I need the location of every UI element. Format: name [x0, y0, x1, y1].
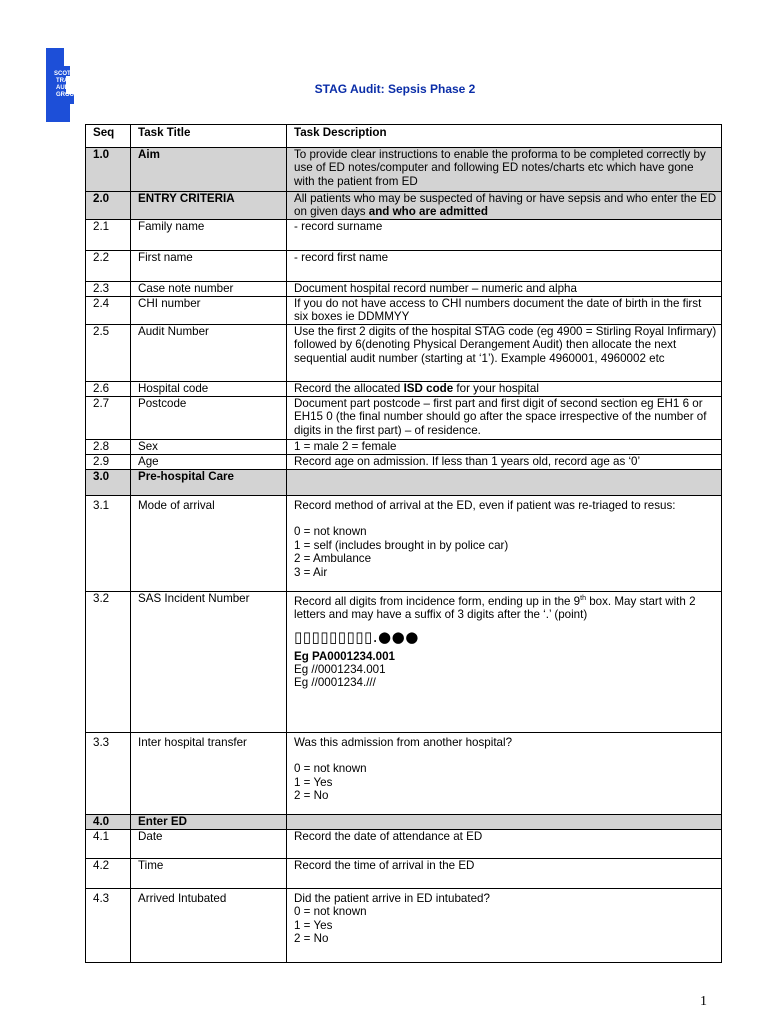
desc-text: Was this admission from another hospital?	[294, 736, 513, 749]
row-description	[287, 192, 722, 220]
row-seq: 4.1	[86, 830, 131, 859]
row-title: SAS Incident Number	[131, 592, 287, 733]
row-title: Audit Number	[131, 325, 287, 382]
row-description	[287, 382, 722, 397]
row-description	[287, 592, 722, 733]
row-title: Hospital code	[131, 382, 287, 397]
row-seq: 2.6	[86, 382, 131, 397]
row-title: Pre-hospital Care	[131, 470, 287, 496]
table-row	[86, 282, 722, 297]
row-seq: 2.2	[86, 251, 131, 282]
row-description: Record the time of arrival in the ED	[287, 859, 722, 889]
table-row	[86, 297, 722, 325]
row-title: Time	[131, 859, 287, 889]
row-title: Postcode	[131, 397, 287, 440]
table-row	[86, 251, 722, 282]
row-description	[287, 815, 722, 830]
logo-line-2: TRAUMA	[56, 78, 82, 84]
table-row	[86, 592, 722, 733]
table-row	[86, 455, 722, 470]
example-line: Eg //0001234.///	[294, 676, 376, 690]
table-row	[86, 325, 722, 382]
header-task-description: Task Description	[287, 125, 722, 148]
table-row	[86, 220, 722, 251]
row-seq: 1.0	[86, 148, 131, 192]
row-description: Use the first 2 digits of the hospital STAG code (eg 4900 = Stirling Royal Infirmary) followed by 6(denoting Physical Derangement Audit) then allocate the next sequential audit number (starting at ‘1’). Example 4960001, 4960002 etc	[287, 325, 722, 382]
desc-text: Did the patient arrive in ED intubated?	[294, 892, 490, 905]
desc-superscript: th	[580, 595, 586, 602]
row-seq: 4.2	[86, 859, 131, 889]
option-item: 2 = No	[294, 789, 329, 803]
row-description: Record the date of attendance at ED	[287, 830, 722, 859]
example-line: Eg //0001234.001	[294, 663, 386, 677]
row-seq: 2.3	[86, 282, 131, 297]
header-task-title: Task Title	[131, 125, 287, 148]
row-description	[287, 470, 722, 496]
table-row	[86, 382, 722, 397]
option-item: 0 = not known	[294, 762, 367, 776]
row-seq: 2.0	[86, 192, 131, 220]
desc-part: box. May start with 2 letters and may have a suffix of 3 digits after the ‘.’ (point)	[294, 594, 696, 622]
row-title: Aim	[131, 148, 287, 192]
row-seq: 3.1	[86, 496, 131, 592]
row-seq: 2.1	[86, 220, 131, 251]
desc-bold: and who are admitted	[368, 205, 488, 219]
desc-part: Record all digits from incidence form, ending up in the 9	[294, 594, 581, 608]
logo-line-3: AUDIT	[56, 85, 75, 91]
table-row	[86, 859, 722, 889]
option-item: 0 = not known	[294, 525, 367, 539]
page-number: 1	[700, 994, 707, 1009]
row-seq: 2.5	[86, 325, 131, 382]
row-title: ENTRY CRITERIA	[131, 192, 287, 220]
incident-number-boxes: ▯▯▯▯▯▯▯▯▯.●●●	[294, 627, 419, 646]
row-title: Case note number	[131, 282, 287, 297]
desc-text	[294, 592, 717, 622]
row-title: CHI number	[131, 297, 287, 325]
option-item: 0 = not known	[294, 905, 367, 919]
table-row	[86, 830, 722, 859]
table-row	[86, 397, 722, 440]
table-row	[86, 148, 722, 192]
row-description	[287, 496, 722, 592]
option-item: 1 = Yes	[294, 918, 333, 932]
option-item: 3 = Air	[294, 565, 328, 579]
option-item: 2 = Ambulance	[294, 552, 372, 566]
row-description	[287, 889, 722, 963]
row-title: Sex	[131, 440, 287, 455]
desc-text: Record method of arrival at the ED, even if patient was re-triaged to resus:	[294, 499, 676, 512]
table-row	[86, 192, 722, 220]
row-description	[287, 733, 722, 815]
header-seq: Seq	[86, 125, 131, 148]
desc-text: Record the allocated	[294, 382, 404, 395]
audit-table	[85, 124, 722, 963]
row-description: - record surname	[287, 220, 722, 251]
desc-text: All patients who may be suspected of having or have sepsis and who enter the ED on given days	[294, 192, 717, 219]
row-title: Arrived Intubated	[131, 889, 287, 963]
row-title: Inter hospital transfer	[131, 733, 287, 815]
row-seq: 3.2	[86, 592, 131, 733]
desc-bold: ISD code	[403, 382, 454, 395]
row-seq: 4.3	[86, 889, 131, 963]
row-seq: 4.0	[86, 815, 131, 830]
row-description: 1 = male 2 = female	[287, 440, 722, 455]
stag-logo	[44, 48, 86, 122]
row-seq: 2.4	[86, 297, 131, 325]
row-seq: 3.0	[86, 470, 131, 496]
document-title: STAG Audit: Sepsis Phase 2	[314, 82, 476, 96]
row-description: If you do not have access to CHI numbers document the date of birth in the first six boxes ie DDMMYY	[287, 297, 722, 325]
logo-line-1: SCOTTISH	[54, 71, 85, 77]
option-item: 1 = self (includes brought in by police car)	[294, 538, 509, 552]
row-title: Date	[131, 830, 287, 859]
table-row	[86, 496, 722, 592]
row-seq: 2.7	[86, 397, 131, 440]
row-seq: 2.8	[86, 440, 131, 455]
option-item: 1 = Yes	[294, 775, 333, 789]
row-description: Record age on admission. If less than 1 years old, record age as ‘0’	[287, 455, 722, 470]
row-title: First name	[131, 251, 287, 282]
row-seq: 3.3	[86, 733, 131, 815]
table-row	[86, 733, 722, 815]
row-description: To provide clear instructions to enable the proforma to be completed correctly by use of ED notes/computer and following ED notes/charts etc which have gone with the patient from ED	[287, 148, 722, 192]
table-row	[86, 815, 722, 830]
logo-line-4: GROUP	[56, 92, 79, 98]
table-header-row	[86, 125, 722, 148]
row-title: Age	[131, 455, 287, 470]
table-row	[86, 440, 722, 455]
table-row	[86, 470, 722, 496]
desc-text: for your hospital	[453, 382, 539, 395]
option-item: 2 = No	[294, 932, 329, 946]
row-title: Enter ED	[131, 815, 287, 830]
row-description: - record first name	[287, 251, 722, 282]
row-title: Family name	[131, 220, 287, 251]
row-description: Document hospital record number – numeric and alpha	[287, 282, 722, 297]
row-seq: 2.9	[86, 455, 131, 470]
row-title: Mode of arrival	[131, 496, 287, 592]
table-row	[86, 889, 722, 963]
row-description: Document part postcode – first part and first digit of second section eg EH1 6 or EH15 0 (the final number should go after the space irrespective of the number of digits in the first part) – of residence.	[287, 397, 722, 440]
example-bold: Eg PA0001234.001	[294, 649, 395, 663]
